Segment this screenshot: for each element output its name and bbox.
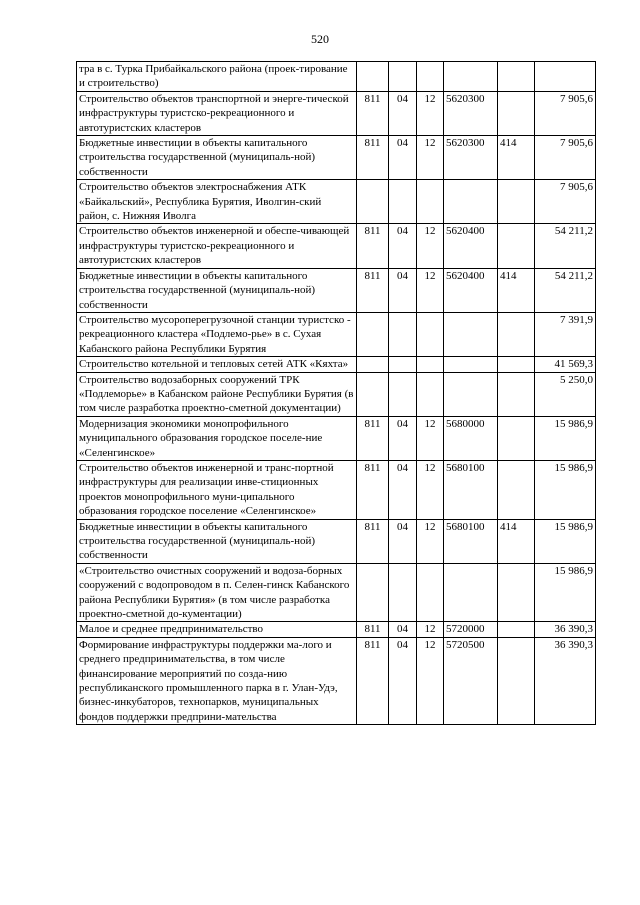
row-target-article <box>444 62 498 92</box>
row-name: Бюджетные инвестиции в объекты капитального строительства государственной (муниципаль-ной) собственности <box>77 268 357 312</box>
row-sum: 15 986,9 <box>535 416 596 460</box>
table-row <box>77 637 596 724</box>
row-subsection-code <box>417 563 444 622</box>
row-sum: 7 391,9 <box>535 312 596 356</box>
row-name: Малое и среднее предпринимательство <box>77 622 357 637</box>
row-sum: 15 986,9 <box>535 519 596 563</box>
row-target-article: 5620400 <box>444 224 498 268</box>
row-expense-type <box>498 357 535 372</box>
row-sum: 5 250,0 <box>535 372 596 416</box>
row-target-article: 5680000 <box>444 416 498 460</box>
row-sum: 36 390,3 <box>535 622 596 637</box>
row-section-code <box>389 357 417 372</box>
row-target-article <box>444 357 498 372</box>
row-sum: 7 905,6 <box>535 136 596 180</box>
row-section-code: 04 <box>389 416 417 460</box>
row-subsection-code <box>417 180 444 224</box>
row-sum <box>535 62 596 92</box>
row-target-article: 5620300 <box>444 136 498 180</box>
row-section-code: 04 <box>389 224 417 268</box>
row-section-code: 04 <box>389 91 417 135</box>
row-section-code <box>389 180 417 224</box>
row-admin-code: 811 <box>357 224 389 268</box>
row-admin-code: 811 <box>357 268 389 312</box>
row-expense-type: 414 <box>498 136 535 180</box>
row-target-article: 5620300 <box>444 91 498 135</box>
table-row <box>77 91 596 135</box>
row-target-article: 5680100 <box>444 519 498 563</box>
table-row <box>77 519 596 563</box>
row-section-code <box>389 312 417 356</box>
row-admin-code: 811 <box>357 416 389 460</box>
row-name: Строительство водозаборных сооружений ТРК «Подлеморье» в Кабанском районе Республики Бурятия (в том числе разработка проектно-сметной документации) <box>77 372 357 416</box>
row-admin-code <box>357 372 389 416</box>
row-name: Строительство котельной и тепловых сетей АТК «Кяхта» <box>77 357 357 372</box>
row-name: Строительство мусороперегрузочной станции туристско - рекреационного кластера «Подлемо-рье» в с. Сухая Кабанского района Республики Бурятия <box>77 312 357 356</box>
row-admin-code: 811 <box>357 519 389 563</box>
row-subsection-code: 12 <box>417 136 444 180</box>
row-section-code: 04 <box>389 622 417 637</box>
row-subsection-code: 12 <box>417 416 444 460</box>
row-name: Строительство объектов инженерной и обеспе-чивающей инфраструктуры туристско-рекреационного и автотуристских кластеров <box>77 224 357 268</box>
row-sum: 54 211,2 <box>535 224 596 268</box>
row-section-code: 04 <box>389 519 417 563</box>
row-name: Строительство объектов транспортной и энерге-тической инфраструктуры туристско-рекреационного и автотуристских кластеров <box>77 91 357 135</box>
row-subsection-code: 12 <box>417 637 444 724</box>
row-sum: 7 905,6 <box>535 91 596 135</box>
table-row <box>77 622 596 637</box>
row-subsection-code: 12 <box>417 224 444 268</box>
row-target-article: 5680100 <box>444 460 498 519</box>
row-sum: 15 986,9 <box>535 460 596 519</box>
row-expense-type <box>498 91 535 135</box>
row-section-code: 04 <box>389 460 417 519</box>
row-admin-code <box>357 62 389 92</box>
row-name: Строительство объектов инженерной и транс-портной инфраструктуры для реализации инве-стиционных проектов монопрофильного муни-ципального образования городское поселение «Селенгинское» <box>77 460 357 519</box>
table-row <box>77 460 596 519</box>
row-target-article <box>444 312 498 356</box>
row-name: тра в с. Турка Прибайкальского района (проек-тирование и строительство) <box>77 62 357 92</box>
row-sum: 36 390,3 <box>535 637 596 724</box>
row-target-article: 5620400 <box>444 268 498 312</box>
table-row <box>77 357 596 372</box>
row-sum: 7 905,6 <box>535 180 596 224</box>
row-expense-type <box>498 460 535 519</box>
table-row <box>77 563 596 622</box>
row-admin-code: 811 <box>357 91 389 135</box>
row-expense-type <box>498 637 535 724</box>
page-number: 520 <box>311 32 329 46</box>
row-expense-type <box>498 563 535 622</box>
row-section-code: 04 <box>389 136 417 180</box>
row-expense-type: 414 <box>498 268 535 312</box>
row-sum: 54 211,2 <box>535 268 596 312</box>
row-admin-code: 811 <box>357 622 389 637</box>
row-target-article <box>444 563 498 622</box>
row-expense-type <box>498 372 535 416</box>
table-row <box>77 372 596 416</box>
row-subsection-code: 12 <box>417 268 444 312</box>
row-subsection-code: 12 <box>417 460 444 519</box>
row-expense-type <box>498 62 535 92</box>
row-admin-code: 811 <box>357 136 389 180</box>
table-row <box>77 416 596 460</box>
row-subsection-code <box>417 357 444 372</box>
row-sum: 41 569,3 <box>535 357 596 372</box>
row-expense-type <box>498 416 535 460</box>
row-subsection-code: 12 <box>417 519 444 563</box>
row-target-article <box>444 372 498 416</box>
row-target-article: 5720500 <box>444 637 498 724</box>
row-admin-code <box>357 180 389 224</box>
budget-table <box>76 61 596 725</box>
row-section-code <box>389 62 417 92</box>
row-name: Модернизация экономики монопрофильного муниципального образования городское поселе-ние «Селенгинское» <box>77 416 357 460</box>
row-section-code: 04 <box>389 637 417 724</box>
row-admin-code: 811 <box>357 637 389 724</box>
row-expense-type <box>498 224 535 268</box>
row-name: Формирование инфраструктуры поддержки ма-лого и среднего предпринимательства, в том числе финансирование мероприятий по созда-нию республиканского промышленного парка в г. Улан-Удэ, бизнес-инкубаторов, технопарков, муниципальных фондов поддержки предприни-мательства <box>77 637 357 724</box>
row-subsection-code <box>417 62 444 92</box>
row-subsection-code <box>417 372 444 416</box>
row-name: «Строительство очистных сооружений и водоза-борных сооружений с водопроводом в п. Селен-гинск Кабанского района Республики Бурятия» (в том числе разработка проектно-сметной до-кументации) <box>77 563 357 622</box>
row-admin-code <box>357 312 389 356</box>
row-subsection-code: 12 <box>417 622 444 637</box>
row-admin-code <box>357 357 389 372</box>
row-target-article: 5720000 <box>444 622 498 637</box>
row-admin-code <box>357 563 389 622</box>
row-subsection-code <box>417 312 444 356</box>
row-target-article <box>444 180 498 224</box>
row-name: Строительство объектов электроснабжения АТК «Байкальский», Республика Бурятия, Иволгин-ский район, с. Нижняя Иволга <box>77 180 357 224</box>
row-subsection-code: 12 <box>417 91 444 135</box>
table-row <box>77 268 596 312</box>
table-row <box>77 224 596 268</box>
table-row <box>77 180 596 224</box>
row-expense-type <box>498 180 535 224</box>
table-row <box>77 312 596 356</box>
row-section-code <box>389 563 417 622</box>
row-expense-type <box>498 312 535 356</box>
row-name: Бюджетные инвестиции в объекты капитального строительства государственной (муниципаль-ной) собственности <box>77 136 357 180</box>
row-expense-type <box>498 622 535 637</box>
row-section-code <box>389 372 417 416</box>
row-name: Бюджетные инвестиции в объекты капитального строительства государственной (муниципаль-ной) собственности <box>77 519 357 563</box>
row-expense-type: 414 <box>498 519 535 563</box>
row-section-code: 04 <box>389 268 417 312</box>
row-sum: 15 986,9 <box>535 563 596 622</box>
row-admin-code: 811 <box>357 460 389 519</box>
table-row <box>77 136 596 180</box>
table-row <box>77 62 596 92</box>
